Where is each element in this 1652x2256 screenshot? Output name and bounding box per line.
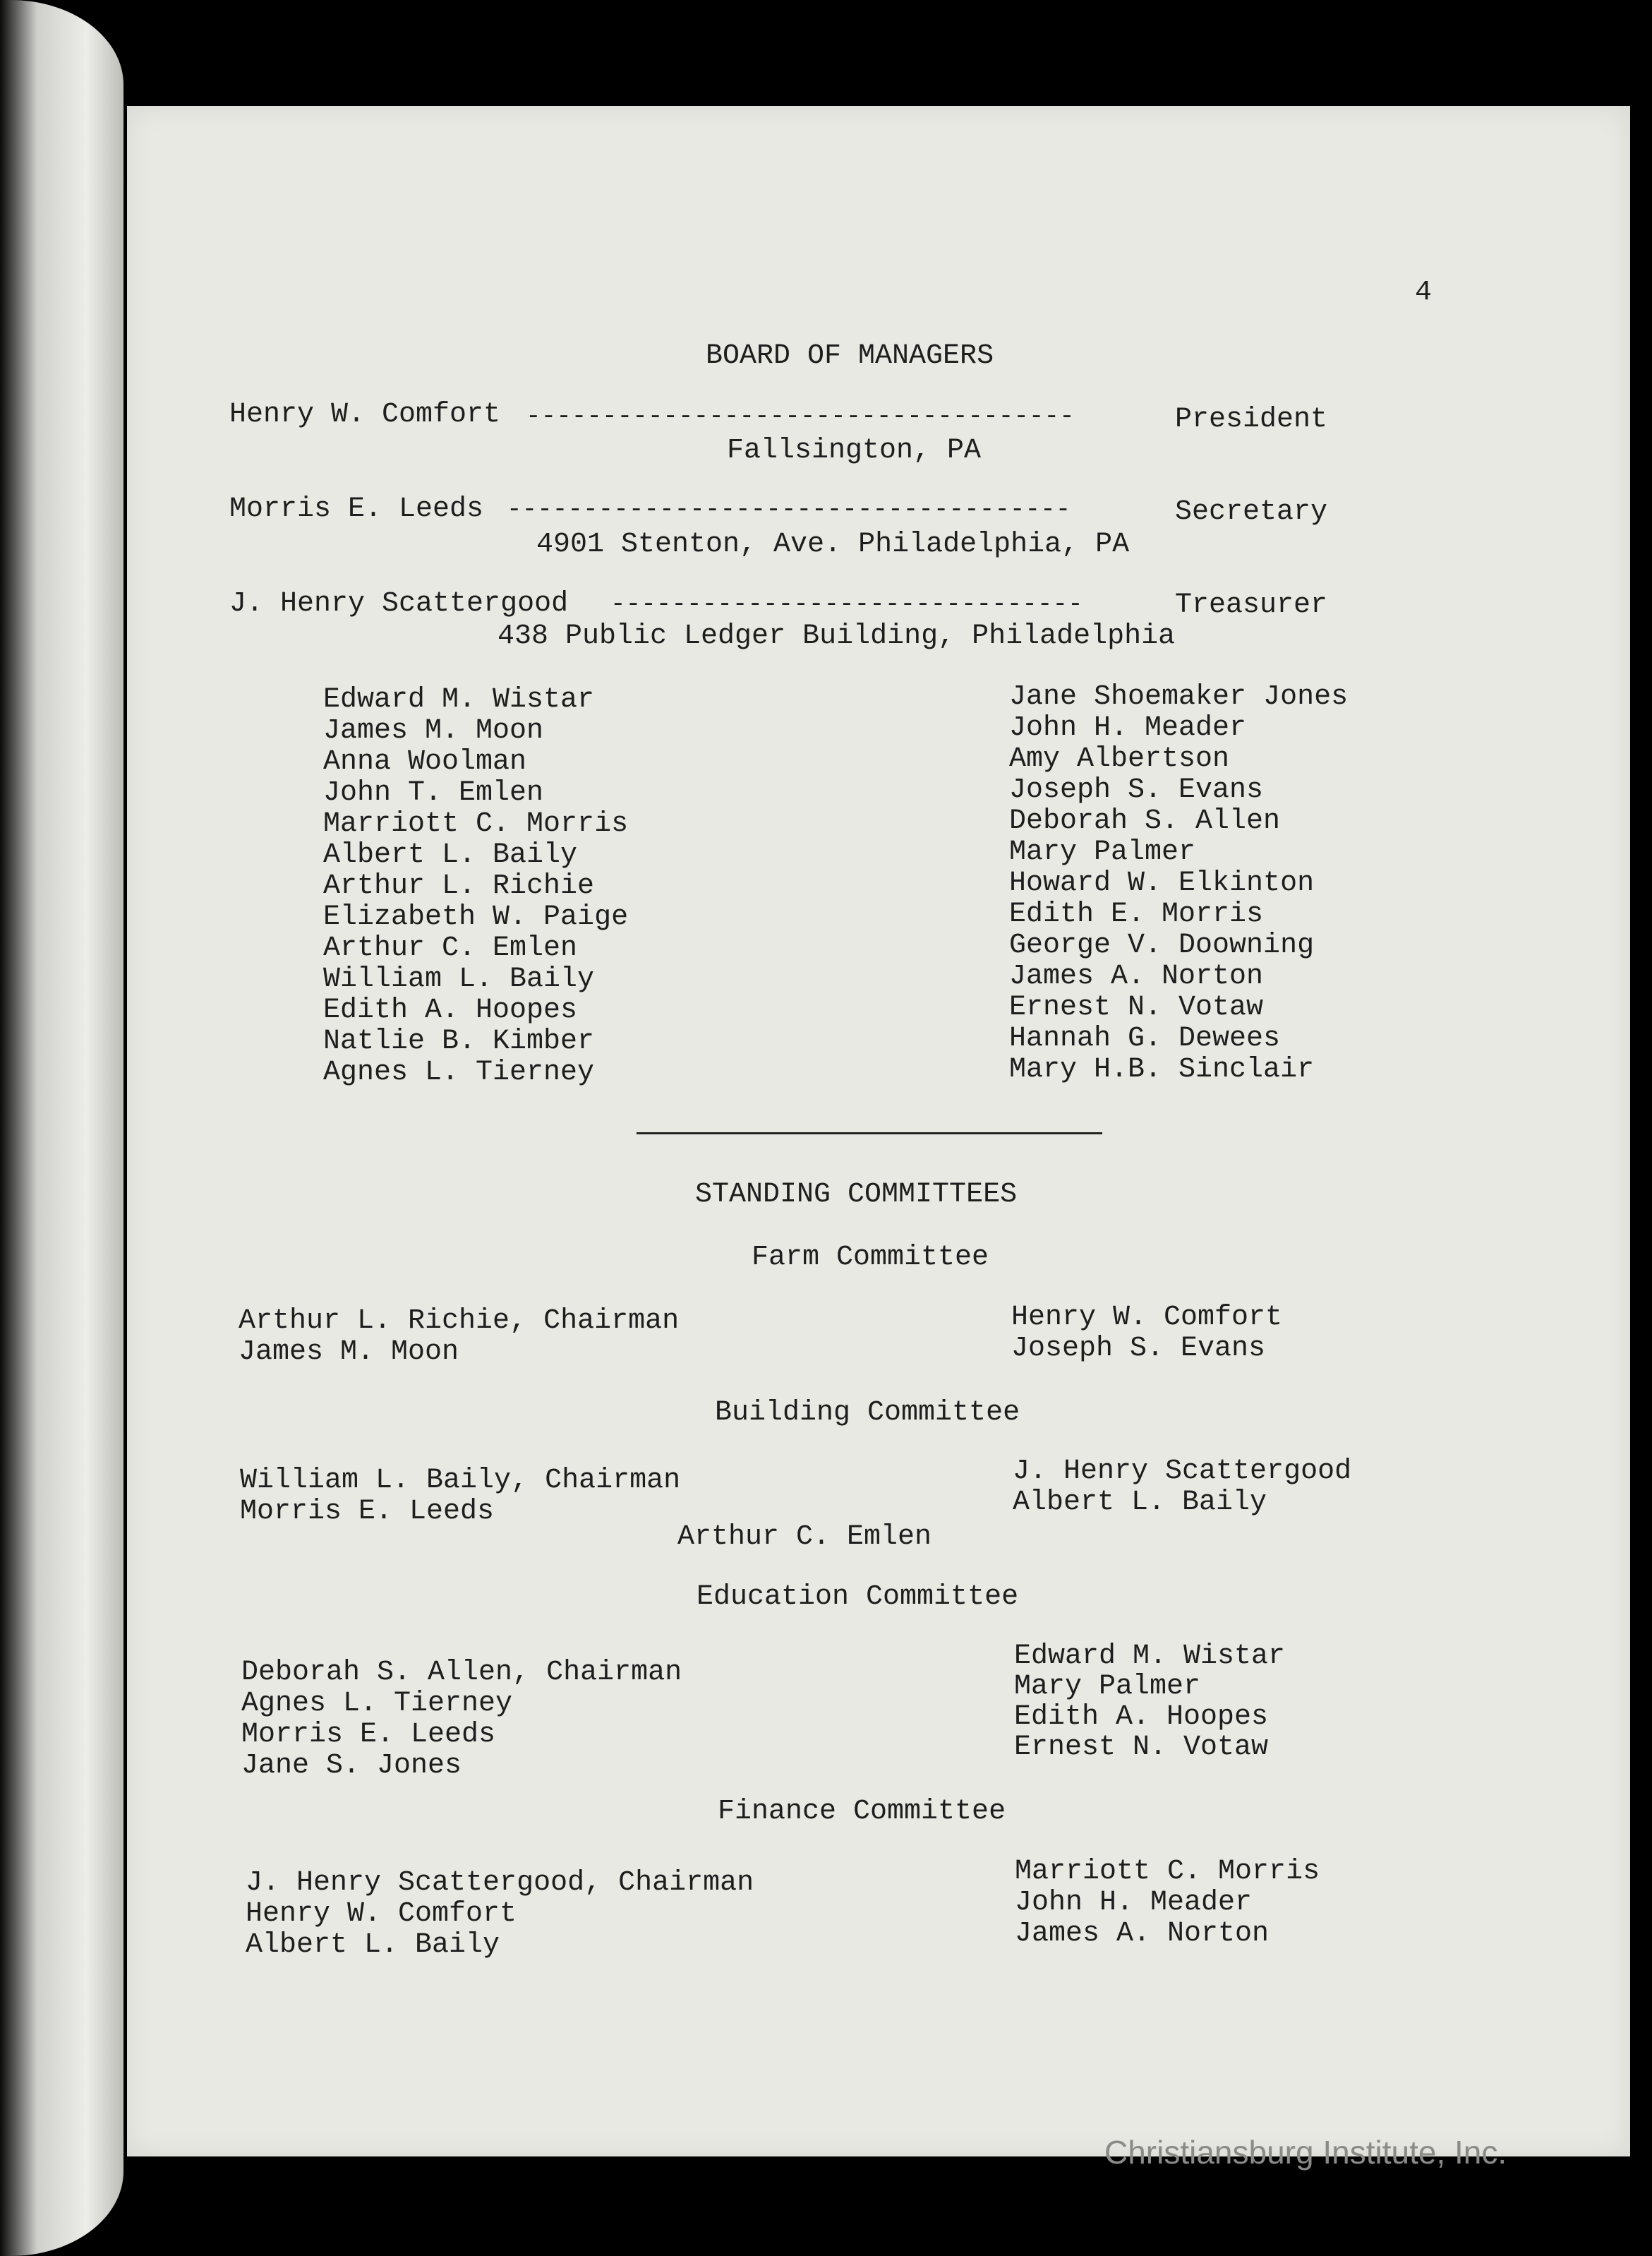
officer-name: Henry W. Comfort <box>229 399 501 431</box>
member-name: Elizabeth W. Paige <box>323 901 629 933</box>
member-name: Mary H.B. Sinclair <box>1009 1054 1315 1086</box>
committee-member: Henry W. Comfort <box>246 1898 517 1930</box>
section-divider <box>637 1132 1102 1134</box>
education-left <box>241 1657 682 1782</box>
officer-role: Treasurer <box>1175 589 1328 621</box>
committee-member: Agnes L. Tierney <box>241 1688 513 1720</box>
member-name: Ernest N. Votaw <box>1009 992 1264 1024</box>
members-right-column <box>1009 682 1348 1086</box>
committee-member: Ernest N. Votaw <box>1014 1732 1269 1763</box>
farm-left <box>239 1306 679 1368</box>
building-committee-title: Building Committee <box>715 1397 1020 1429</box>
finance-left <box>246 1868 754 1961</box>
finance-committee-title: Finance Committee <box>718 1796 1006 1828</box>
officer-address: 438 Public Ledger Building, Philadelphia <box>498 620 1176 652</box>
standing-committees-title: STANDING COMMITTEES <box>695 1179 1018 1211</box>
officer-address: Fallsington, PA <box>727 435 982 467</box>
member-name: Deborah S. Allen <box>1009 805 1281 837</box>
committee-member: Mary Palmer <box>1014 1671 1201 1703</box>
education-right <box>1014 1641 1285 1763</box>
committee-member: J. Henry Scattergood, Chairman <box>246 1867 754 1899</box>
finance-right <box>1015 1856 1320 1950</box>
member-name: Edith A. Hoopes <box>323 995 578 1026</box>
committee-member: Joseph S. Evans <box>1011 1333 1266 1364</box>
members-left-column <box>323 685 628 1088</box>
member-name: John T. Emlen <box>323 777 544 809</box>
committee-member: Edward M. Wistar <box>1014 1640 1286 1672</box>
member-name: Joseph S. Evans <box>1009 774 1264 806</box>
member-name: James A. Norton <box>1009 961 1264 992</box>
committee-member: James M. Moon <box>239 1336 459 1368</box>
officer-role: Secretary <box>1175 496 1328 528</box>
committee-member: J. Henry Scattergood <box>1013 1456 1352 1487</box>
committee-member: Albert L. Baily <box>1013 1487 1267 1518</box>
member-name: Edith E. Morris <box>1009 899 1264 930</box>
member-name: Anna Woolman <box>323 746 527 778</box>
member-name: Amy Albertson <box>1009 743 1230 775</box>
committee-member: Arthur L. Richie, Chairman <box>239 1305 680 1337</box>
officer-name: J. Henry Scattergood <box>229 588 569 620</box>
watermark: Christiansburg Institute, Inc. <box>1104 2134 1507 2171</box>
officer-name: Morris E. Leeds <box>229 493 484 525</box>
committee-member: Marriott C. Morris <box>1015 1856 1320 1888</box>
member-name: Hannah G. Dewees <box>1009 1023 1281 1055</box>
committee-member: Arthur C. Emlen <box>677 1521 932 1553</box>
board-title: BOARD OF MANAGERS <box>706 340 994 372</box>
committee-member: Albert L. Baily <box>246 1929 500 1961</box>
officer-role: President <box>1175 404 1328 436</box>
committee-member: Edith A. Hoopes <box>1014 1701 1269 1733</box>
member-name: Marriott C. Morris <box>323 808 629 840</box>
leader-dashes: ------------------------------------- <box>507 495 1071 524</box>
member-name: Mary Palmer <box>1009 836 1196 868</box>
building-left <box>240 1465 680 1528</box>
member-name: Arthur L. Richie <box>323 870 595 902</box>
farm-committee-title: Farm Committee <box>752 1242 989 1273</box>
officer-address: 4901 Stenton, Ave. Philadelphia, PA <box>536 529 1130 560</box>
member-name: Arthur C. Emlen <box>323 932 578 964</box>
farm-right <box>1011 1302 1282 1364</box>
committee-member: John H. Meader <box>1015 1887 1253 1919</box>
member-name: Albert L. Baily <box>323 839 578 871</box>
committee-member: Jane S. Jones <box>241 1750 462 1782</box>
member-name: Jane Shoemaker Jones <box>1009 681 1349 713</box>
leader-dashes: ------------------------------- <box>610 589 1083 618</box>
building-right <box>1013 1456 1351 1518</box>
member-name: John H. Meader <box>1009 712 1247 744</box>
member-name: George V. Doowning <box>1009 930 1315 961</box>
committee-member: Morris E. Leeds <box>241 1719 496 1751</box>
committee-member: Morris E. Leeds <box>240 1496 495 1528</box>
committee-member: William L. Baily, Chairman <box>240 1465 681 1496</box>
committee-member: Henry W. Comfort <box>1011 1302 1283 1333</box>
member-name: Howard W. Elkinton <box>1009 868 1315 899</box>
leader-dashes: ------------------------------------ <box>526 402 1075 431</box>
member-name: Natlie B. Kimber <box>323 1026 595 1057</box>
education-committee-title: Education Committee <box>697 1581 1019 1613</box>
committee-member: James A. Norton <box>1015 1918 1270 1950</box>
page-number: 4 <box>1415 277 1433 308</box>
facing-page-edge <box>0 0 123 2256</box>
member-name: James M. Moon <box>323 715 544 747</box>
member-name: Edward M. Wistar <box>323 684 595 716</box>
member-name: William L. Baily <box>323 964 595 995</box>
committee-member: Deborah S. Allen, Chairman <box>241 1657 682 1688</box>
member-name: Agnes L. Tierney <box>323 1057 595 1088</box>
